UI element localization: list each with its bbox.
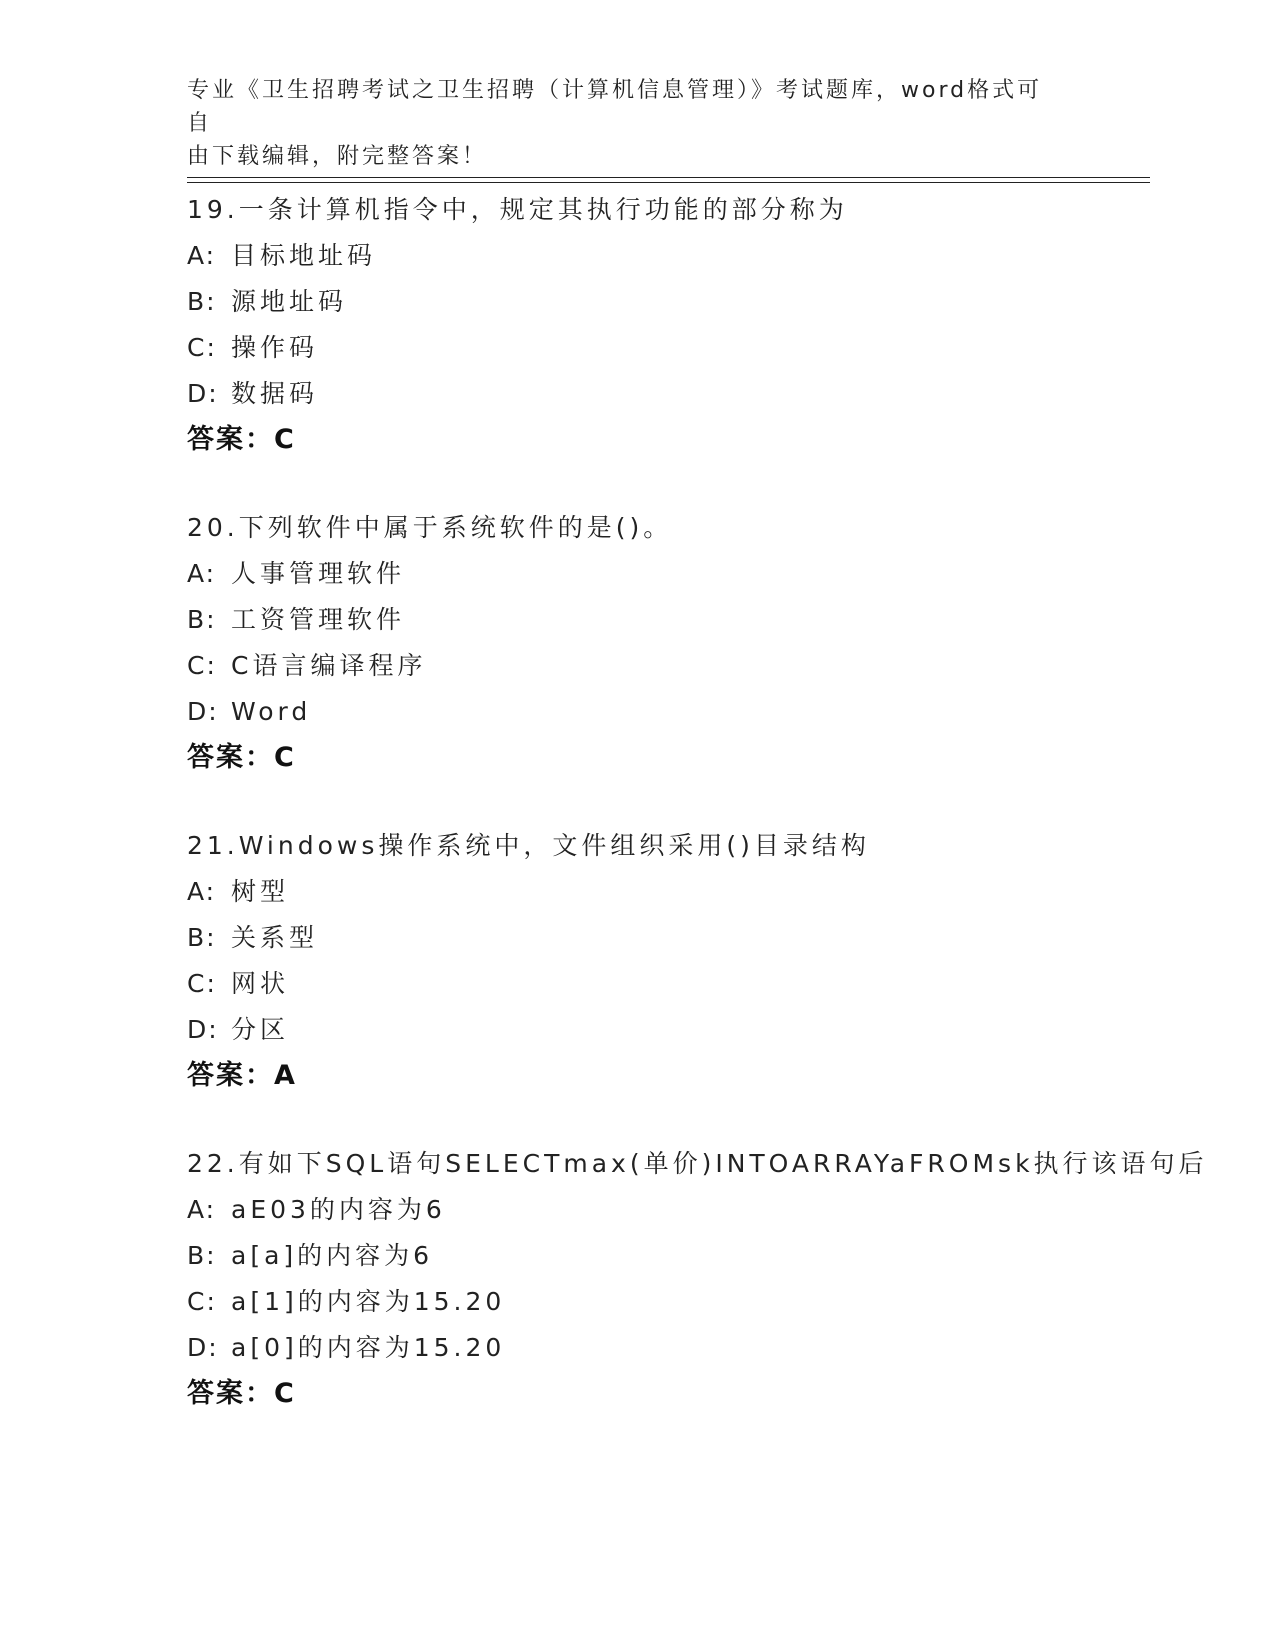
option-key: D:	[187, 1015, 219, 1044]
option-text: 关系型	[231, 923, 319, 952]
answer-prefix: 答案：	[187, 424, 274, 455]
option-key: C:	[187, 333, 217, 362]
header-divider-bottom	[187, 182, 1150, 183]
option-key: A:	[187, 877, 217, 906]
option-key: B:	[187, 923, 217, 952]
option-a	[187, 869, 1187, 915]
option-key: B:	[187, 605, 217, 634]
answer-prefix: 答案：	[187, 742, 274, 773]
option-a	[187, 1187, 1187, 1233]
answer-line	[187, 417, 1187, 463]
option-key: A:	[187, 241, 217, 270]
option-key: B:	[187, 287, 217, 316]
option-key: B:	[187, 1241, 217, 1270]
option-c	[187, 1279, 1187, 1325]
option-a	[187, 233, 1187, 279]
option-text: a[a]的内容为6	[231, 1241, 434, 1270]
option-text: Word	[231, 697, 312, 726]
question-21	[187, 823, 1187, 1099]
option-text: 操作码	[231, 333, 319, 362]
option-key: C:	[187, 969, 217, 998]
option-b	[187, 915, 1187, 961]
option-b	[187, 1233, 1187, 1279]
option-key: A:	[187, 559, 217, 588]
answer-value: C	[274, 742, 296, 773]
question-title: 21.Windows操作系统中，文件组织采用()目录结构	[187, 831, 870, 860]
option-text: 分区	[231, 1015, 290, 1044]
option-key: D:	[187, 697, 219, 726]
option-key: D:	[187, 1333, 219, 1362]
answer-value: C	[274, 424, 296, 455]
answer-prefix: 答案：	[187, 1378, 274, 1409]
question-title: 22.有如下SQL语句SELECTmax(单价)INTOARRAYaFROMsk执行该语句后	[187, 1149, 1208, 1178]
answer-line	[187, 1053, 1187, 1099]
option-c	[187, 643, 1187, 689]
question-19	[187, 187, 1187, 463]
option-text: C语言编译程序	[231, 651, 427, 680]
option-text: 源地址码	[231, 287, 348, 316]
option-d	[187, 1325, 1187, 1371]
option-text: 工资管理软件	[231, 605, 406, 634]
intro-line-1: 专业《卫生招聘考试之卫生招聘（计算机信息管理）》考试题库，word格式可自	[187, 78, 1043, 136]
option-key: A:	[187, 1195, 217, 1224]
option-key: C:	[187, 1287, 217, 1316]
option-text: 人事管理软件	[231, 559, 406, 588]
option-d	[187, 371, 1187, 417]
option-d	[187, 689, 1187, 735]
question-title: 20.下列软件中属于系统软件的是()。	[187, 513, 673, 542]
option-text: 树型	[231, 877, 290, 906]
option-key: D:	[187, 379, 219, 408]
intro-line-2: 由下载编辑，附完整答案！	[187, 144, 488, 169]
question-22	[187, 1141, 1208, 1417]
option-text: aE03的内容为6	[231, 1195, 446, 1224]
option-a	[187, 551, 1187, 597]
document-intro	[187, 74, 1067, 173]
answer-value: C	[274, 1378, 296, 1409]
option-text: 目标地址码	[231, 241, 377, 270]
question-title: 19.一条计算机指令中，规定其执行功能的部分称为	[187, 195, 848, 224]
header-divider-top	[187, 177, 1150, 178]
option-d	[187, 1007, 1187, 1053]
option-b	[187, 597, 1187, 643]
option-b	[187, 279, 1187, 325]
option-text: a[1]的内容为15.20	[231, 1287, 506, 1316]
answer-line	[187, 1371, 1187, 1417]
option-text: 网状	[231, 969, 290, 998]
option-c	[187, 961, 1187, 1007]
option-key: C:	[187, 651, 217, 680]
option-text: 数据码	[231, 379, 319, 408]
option-c	[187, 325, 1187, 371]
answer-prefix: 答案：	[187, 1060, 274, 1091]
answer-value: A	[274, 1060, 297, 1091]
question-20	[187, 505, 1187, 781]
option-text: a[0]的内容为15.20	[231, 1333, 506, 1362]
answer-line	[187, 735, 1187, 781]
